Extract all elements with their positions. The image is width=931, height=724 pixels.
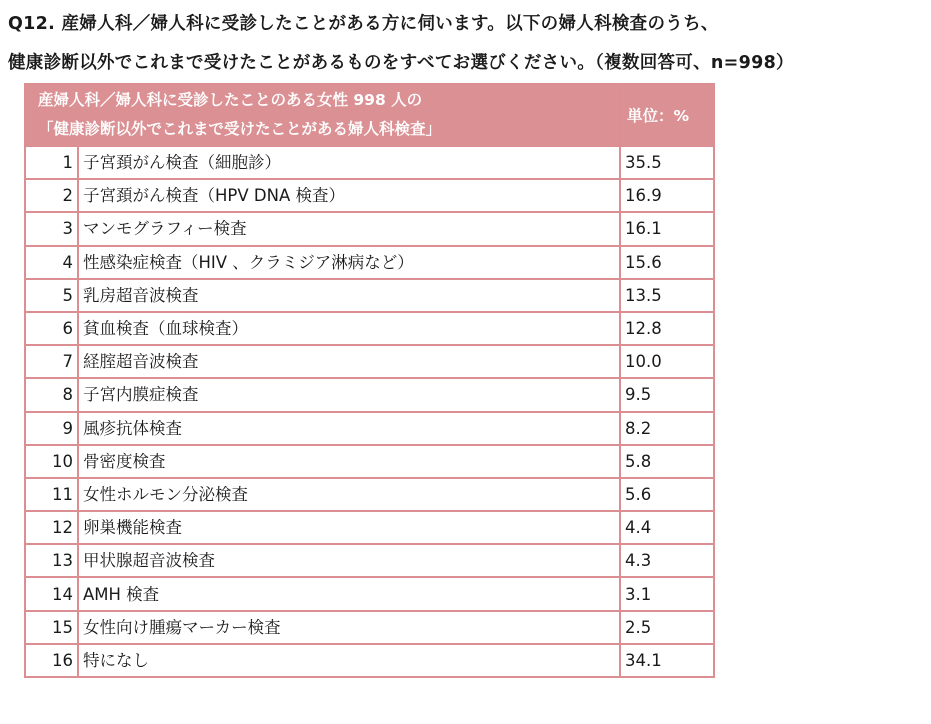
row-rank: 16 [25, 644, 78, 677]
row-exam-label: 乳房超音波検査 [78, 279, 620, 312]
row-exam-label: マンモグラフィー検査 [78, 212, 620, 245]
row-rank: 13 [25, 544, 78, 577]
row-percentage: 12.8 [620, 312, 714, 345]
row-percentage: 16.1 [620, 212, 714, 245]
table-row [25, 577, 714, 610]
row-exam-label: 女性ホルモン分泌検査 [78, 478, 620, 511]
row-rank: 9 [25, 412, 78, 445]
row-exam-label: 甲状腺超音波検査 [78, 544, 620, 577]
row-percentage: 2.5 [620, 611, 714, 644]
row-percentage: 35.5 [620, 146, 714, 179]
table-row [25, 345, 714, 378]
row-exam-label: 卵巣機能検査 [78, 511, 620, 544]
row-percentage: 5.8 [620, 445, 714, 478]
table-row [25, 246, 714, 279]
table-row [25, 445, 714, 478]
table-row [25, 478, 714, 511]
row-rank: 3 [25, 212, 78, 245]
row-rank: 12 [25, 511, 78, 544]
row-rank: 7 [25, 345, 78, 378]
row-percentage: 34.1 [620, 644, 714, 677]
results-table [24, 83, 715, 678]
table-row [25, 412, 714, 445]
row-percentage: 5.6 [620, 478, 714, 511]
table-row [25, 544, 714, 577]
table-row [25, 378, 714, 411]
row-exam-label: 経腟超音波検査 [78, 345, 620, 378]
table-header-line-1: 産婦人科／婦人科に受診したことのある女性 998 人の [38, 91, 423, 109]
table-header-description [25, 84, 620, 146]
table-row [25, 611, 714, 644]
question-text-line-2: 健康診断以外でこれまで受けたことがあるものをすべてお選びください。（複数回答可、n=998） [8, 53, 794, 73]
table-row [25, 279, 714, 312]
row-percentage: 13.5 [620, 279, 714, 312]
question-block [8, 4, 923, 83]
row-percentage: 16.9 [620, 179, 714, 212]
row-rank: 8 [25, 378, 78, 411]
table-row [25, 212, 714, 245]
row-rank: 15 [25, 611, 78, 644]
row-exam-label: 子宮内膜症検査 [78, 378, 620, 411]
row-percentage: 10.0 [620, 345, 714, 378]
table-row [25, 511, 714, 544]
row-rank: 14 [25, 577, 78, 610]
question-text-line-1: Q12. 産婦人科／婦人科に受診したことがある方に伺います。以下の婦人科検査のうち、 [8, 14, 719, 34]
row-percentage: 4.4 [620, 511, 714, 544]
row-rank: 10 [25, 445, 78, 478]
table-header-row [25, 84, 714, 146]
row-exam-label: 特になし [78, 644, 620, 677]
row-exam-label: 骨密度検査 [78, 445, 620, 478]
row-rank: 6 [25, 312, 78, 345]
row-exam-label: 性感染症検査（HIV 、クラミジア淋病など） [78, 246, 620, 279]
row-rank: 11 [25, 478, 78, 511]
row-rank: 4 [25, 246, 78, 279]
table-body [25, 146, 714, 677]
row-percentage: 8.2 [620, 412, 714, 445]
row-exam-label: 子宮頚がん検査（細胞診） [78, 146, 620, 179]
row-rank: 1 [25, 146, 78, 179]
row-exam-label: 子宮頚がん検査（HPV DNA 検査） [78, 179, 620, 212]
row-exam-label: 女性向け腫瘍マーカー検査 [78, 611, 620, 644]
table-row [25, 146, 714, 179]
row-percentage: 15.6 [620, 246, 714, 279]
row-exam-label: AMH 検査 [78, 577, 620, 610]
table-row [25, 644, 714, 677]
row-exam-label: 風疹抗体検査 [78, 412, 620, 445]
table-row [25, 179, 714, 212]
row-exam-label: 貧血検査（血球検査） [78, 312, 620, 345]
table-header-line-2: 「健康診断以外でこれまで受けたことがある婦人科検査」 [38, 120, 442, 138]
row-percentage: 3.1 [620, 577, 714, 610]
row-rank: 5 [25, 279, 78, 312]
table-header-unit: 単位：% [620, 84, 714, 146]
row-percentage: 9.5 [620, 378, 714, 411]
table-row [25, 312, 714, 345]
row-rank: 2 [25, 179, 78, 212]
row-percentage: 4.3 [620, 544, 714, 577]
